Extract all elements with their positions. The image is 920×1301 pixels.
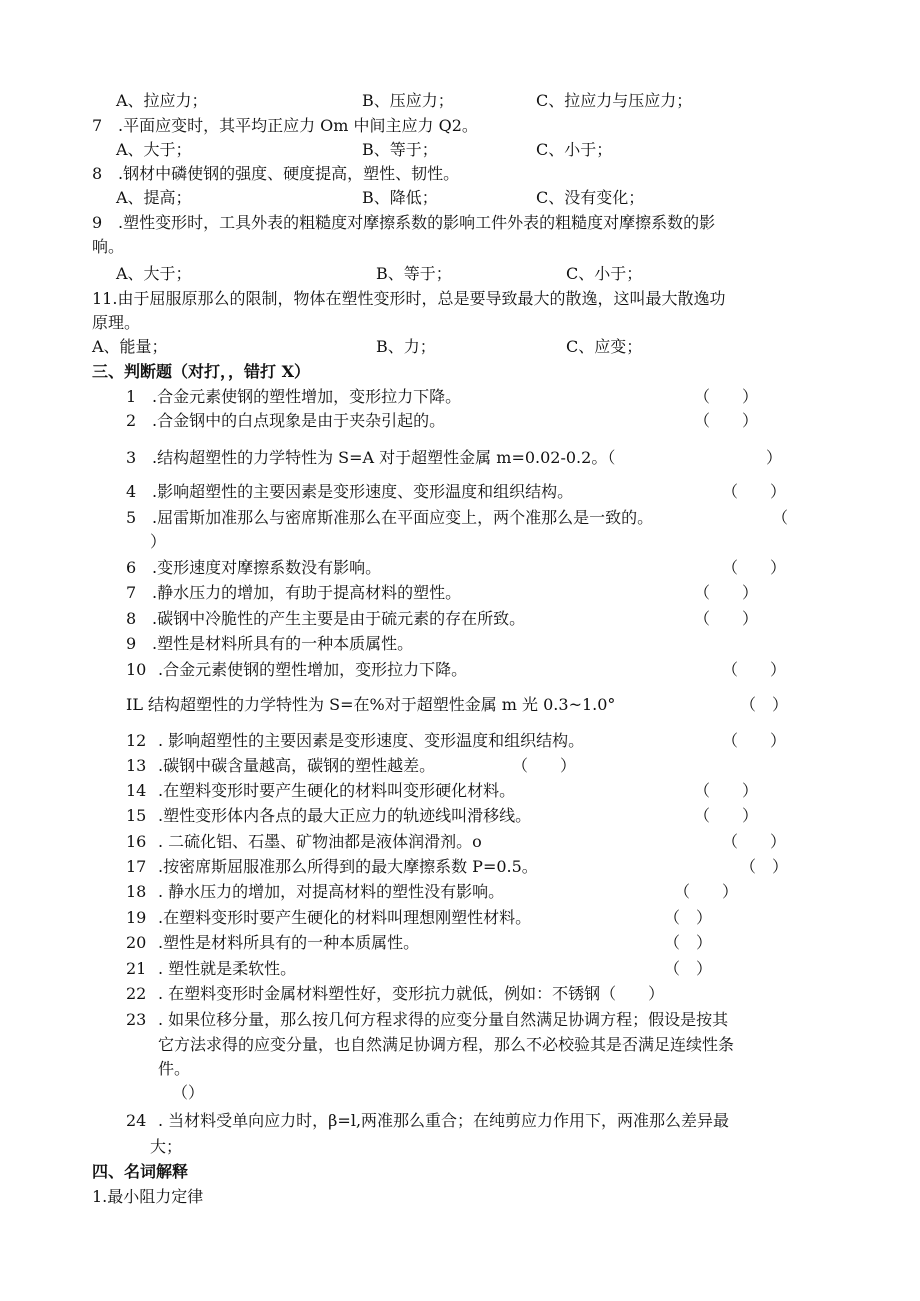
- q7-option-b: B、等于；: [362, 140, 438, 159]
- judgment-24-cont: 大；: [150, 1137, 183, 1156]
- q8-option-b: B、降低；: [362, 188, 438, 207]
- q6-option-b: B、压应力；: [362, 91, 454, 110]
- judgment-20: 20 .塑性是材料所具有的一种本质属性。: [126, 933, 420, 952]
- answer-paren[interactable]: （ ）: [722, 558, 787, 577]
- answer-paren[interactable]: （ ）: [740, 695, 789, 714]
- q6-option-a: A、拉应力；: [116, 91, 208, 110]
- judgment-3: 3 .结构超塑性的力学特性为 S=A 对于超塑性金属 m=0.02-0.2。（: [126, 448, 616, 467]
- answer-paren[interactable]: （: [772, 508, 789, 527]
- question-11-cont: 原理。: [92, 313, 141, 332]
- judgment-15: 15 .塑性变形体内各点的最大正应力的轨迹线叫滑移线。: [126, 806, 532, 825]
- answer-paren[interactable]: （ ）: [722, 660, 787, 679]
- q9-option-c: C、小于；: [566, 264, 643, 283]
- answer-paren[interactable]: （ ）: [512, 756, 577, 775]
- q11-option-c: C、应变；: [566, 337, 643, 356]
- judgment-18: 18 . 静水压力的增加，对提高材料的塑性没有影响。: [126, 882, 505, 901]
- term-1: 1.最小阻力定律: [92, 1187, 204, 1206]
- answer-paren[interactable]: （ ）: [722, 482, 787, 501]
- answer-paren[interactable]: （ ）: [664, 908, 713, 927]
- judgment-22: 22 . 在塑料变形时金属材料塑性好，变形抗力就低，例如：不锈钢（ ）: [126, 984, 665, 1003]
- judgment-21: 21 . 塑性就是柔软性。: [126, 959, 297, 978]
- q9-option-a: A、大于；: [116, 264, 192, 283]
- question-7: 7 .平面应变时，其平均正应力 Om 中间主应力 Q2。: [92, 116, 478, 135]
- judgment-17: 17 .按密席斯屈服准那么所得到的最大摩擦系数 P=0.5。: [126, 857, 538, 876]
- answer-paren[interactable]: （ ）: [694, 411, 759, 430]
- judgment-13: 13 .碳钢中碳含量越高，碳钢的塑性越差。: [126, 756, 436, 775]
- answer-paren[interactable]: （ ）: [722, 832, 787, 851]
- question-11: 11.由于屈服原那么的限制，物体在塑性变形时，总是要导致最大的散逸，这叫最大散逸功: [92, 289, 726, 308]
- question-9-cont: 响。: [92, 237, 125, 256]
- section-3-heading: 三、判断题（对打，，错打 X）: [92, 362, 310, 381]
- judgment-24: 24 . 当材料受单向应力时，β=l,两准那么重合；在纯剪应力作用下，两准那么差异最: [126, 1111, 730, 1130]
- judgment-23-cont-2: 件。: [158, 1059, 191, 1078]
- question-8: 8 .钢材中磷使钢的强度、硬度提高，塑性、韧性。: [92, 164, 460, 183]
- judgment-6: 6 .变形速度对摩擦系数没有影响。: [126, 558, 382, 577]
- judgment-11: IL 结构超塑性的力学特性为 S=在%对于超塑性金属 m 光 0.3~1.0°: [126, 695, 616, 714]
- answer-paren[interactable]: （ ）: [694, 583, 759, 602]
- judgment-12: 12 . 影响超塑性的主要因素是变形速度、变形温度和组织结构。: [126, 731, 585, 750]
- answer-paren[interactable]: （ ）: [664, 933, 713, 952]
- q8-option-c: C、没有变化；: [536, 188, 645, 207]
- answer-paren[interactable]: （ ）: [740, 857, 789, 876]
- answer-paren[interactable]: （）: [172, 1083, 205, 1102]
- q9-option-b: B、等于；: [376, 264, 452, 283]
- section-4-heading: 四、名词解释: [92, 1162, 189, 1181]
- q6-option-c: C、拉应力与压应力；: [536, 91, 693, 110]
- answer-paren[interactable]: （ ）: [694, 609, 759, 628]
- judgment-4: 4 .影响超塑性的主要因素是变形速度、变形温度和组织结构。: [126, 482, 574, 501]
- answer-paren[interactable]: （ ）: [722, 731, 787, 750]
- judgment-1: 1 .合金元素使钢的塑性增加，变形拉力下降。: [126, 387, 462, 406]
- judgment-14: 14 .在塑料变形时要产生硬化的材料叫变形硬化材料。: [126, 781, 516, 800]
- judgment-23-cont-1: 它方法求得的应变分量，也自然满足协调方程，那么不必校验其是否满足连续性条: [158, 1035, 735, 1054]
- answer-paren[interactable]: （ ）: [694, 387, 759, 406]
- q7-option-a: A、大于；: [116, 140, 192, 159]
- answer-paren[interactable]: ）: [766, 448, 783, 467]
- q8-option-a: A、提高；: [116, 188, 192, 207]
- question-9: 9 .塑性变形时，工具外表的粗糙度对摩擦系数的影响工件外表的粗糙度对摩擦系数的影: [92, 213, 716, 232]
- q11-option-a: A、能量；: [92, 337, 168, 356]
- judgment-2: 2 .合金钢中的白点现象是由于夹杂引起的。: [126, 411, 446, 430]
- judgment-5: 5 .屈雷斯加准那么与密席斯准那么在平面应变上，两个准那么是一致的。: [126, 508, 654, 527]
- judgment-23: 23 . 如果位移分量，那么按几何方程求得的应变分量自然满足协调方程；假设是按其: [126, 1010, 729, 1029]
- answer-paren[interactable]: （ ）: [694, 781, 759, 800]
- q11-option-b: B、力；: [376, 337, 436, 356]
- answer-paren[interactable]: （ ）: [674, 882, 739, 901]
- judgment-8: 8 .碳钢中冷脆性的产生主要是由于硫元素的存在所致。: [126, 609, 526, 628]
- judgment-16: 16 . 二硫化铝、石墨、矿物油都是液体润滑剂。o: [126, 832, 482, 851]
- judgment-9: 9 .塑性是材料所具有的一种本质属性。: [126, 634, 414, 653]
- judgment-10: 10 .合金元素使钢的塑性增加，变形拉力下降。: [126, 660, 468, 679]
- answer-paren[interactable]: （ ）: [664, 959, 713, 978]
- judgment-7: 7 .静水压力的增加，有助于提高材料的塑性。: [126, 583, 462, 602]
- judgment-5-cont: ）: [150, 532, 167, 551]
- judgment-19: 19 .在塑料变形时要产生硬化的材料叫理想刚塑性材料。: [126, 908, 532, 927]
- q7-option-c: C、小于；: [536, 140, 613, 159]
- answer-paren[interactable]: （ ）: [694, 806, 759, 825]
